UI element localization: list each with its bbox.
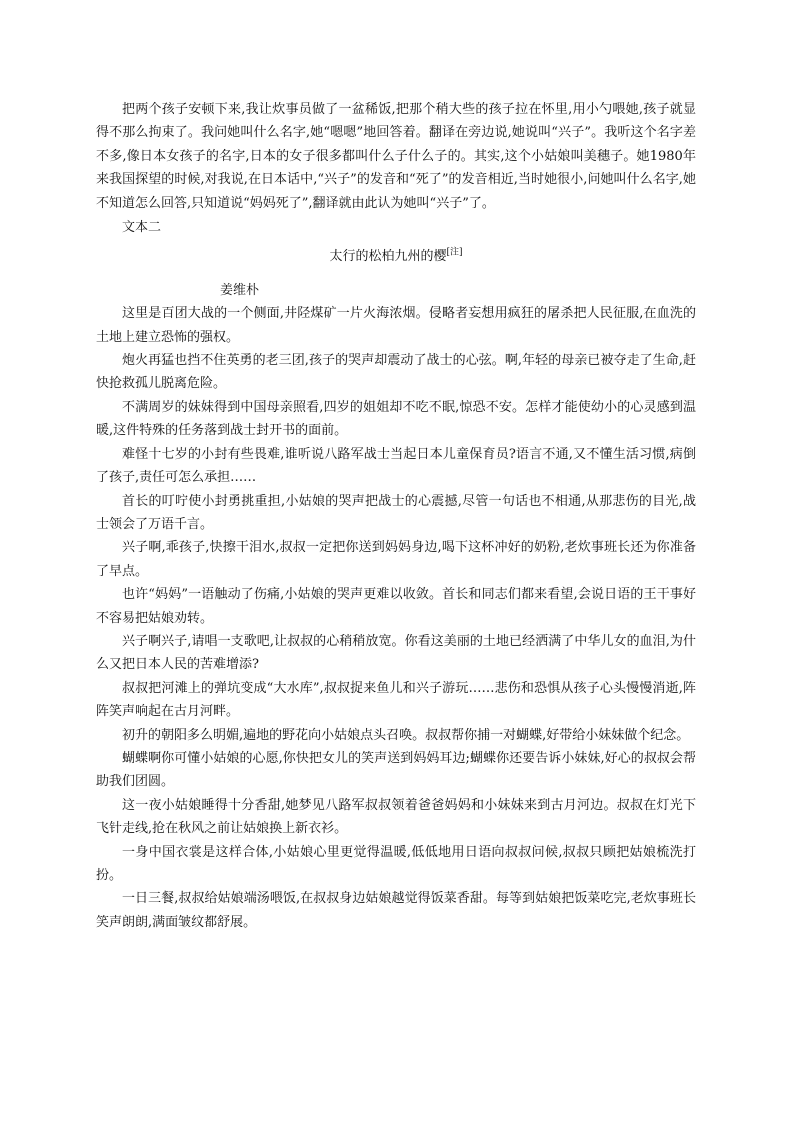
- poem-stanza: 这里是百团大战的一个侧面,井陉煤矿一片火海浓烟。侵略者妄想用疯狂的屠杀把人民征服,在血洗的土地上建立恐怖的强权。: [96, 306, 696, 345]
- poem-stanza: 一身中国衣裳是这样合体,小姑娘心里更觉得温暖,低低地用日语向叔叔问候,叔叔只顾把姑娘梳洗打扮。: [96, 844, 696, 883]
- poem-stanza: 也许“妈妈”一语触动了伤痛,小姑娘的哭声更难以收敛。首长和同志们都来看望,会说日语的王干事好不容易把姑娘劝转。: [96, 587, 696, 626]
- poem-stanza: 首长的叮咛使小封勇挑重担,小姑娘的哭声把战士的心震撼,尽管一句话也不相通,从那悲伤的目光,战士领会了万语千言。: [96, 493, 696, 532]
- text1-paragraph: 把两个孩子安顿下来,我让炊事员做了一盆稀饭,把那个稍大些的孩子拉在怀里,用小勺喂她,孩子就显得不那么拘束了。我问她叫什么名字,她“嗯嗯”地回答着。翻译在旁边说,她说叫“兴子”。我听这个名字差不多,像日本女孩子的名字,日本的女子很多都叫什么子什么子的。其实,这个小姑娘叫美穗子。她1980年来我国探望的时候,对我说,在日本话中,“兴子”的发音和“死了”的发音相近,当时她很小,问她叫什么名字,她不知道怎么回答,只知道说“妈妈死了”,翻译就由此认为她叫“兴子”了。: [96, 102, 696, 211]
- poem-stanza: 兴子啊兴子,请唱一支歌吧,让叔叔的心稍稍放宽。你看这美丽的土地已经洒满了中华儿女的血泪,为什么又把日本人民的苦难增添?: [96, 633, 696, 673]
- poem-title-text: 太行的松柏九州的樱: [329, 249, 447, 265]
- poem-stanza: 不满周岁的妹妹得到中国母亲照看,四岁的姐姐却不吃不眠,惊恐不安。怎样才能使幼小的心灵感到温暖,这件特殊的任务落到战士封开书的面前。: [96, 399, 696, 439]
- poem-stanza: 初升的朝阳多么明媚,遍地的野花向小姑娘点头召唤。叔叔帮你捕一对蝴蝶,好带给小妹妹做个纪念。: [122, 727, 690, 743]
- document-content: [96, 98, 696, 934]
- poem-stanza: 兴子啊,乖孩子,快擦干泪水,叔叔一定把你送到妈妈身边,喝下这杯冲好的奶粉,老炊事班长还为你准备了早点。: [96, 540, 696, 579]
- poem-author: 姜维朴: [220, 282, 260, 298]
- poem-stanza: 难怪十七岁的小封有些畏难,谁听说八路军战士当起日本儿童保育员?语言不通,又不懂生活习惯,病倒了孩子,责任可怎么承担……: [96, 446, 696, 486]
- poem-note-mark: [注]: [446, 248, 463, 259]
- poem-stanza: 这一夜小姑娘睡得十分香甜,她梦见八路军叔叔领着爸爸妈妈和小妹妹来到古月河边。叔叔在灯光下飞针走线,抢在秋风之前让姑娘换上新衣衫。: [96, 797, 696, 837]
- poem-stanza: 炮火再猛也挡不住英勇的老三团,孩子的哭声却震动了战士的心弦。啊,年轻的母亲已被夺走了生命,赶快抢救孤儿脱离危险。: [96, 353, 696, 392]
- poem-stanza: 一日三餐,叔叔给姑娘端汤喂饭,在叔叔身边姑娘越觉得饭菜香甜。每等到姑娘把饭菜吃完,老炊事班长笑声朗朗,满面皱纹都舒展。: [96, 891, 696, 930]
- poem-stanza: 叔叔把河滩上的弹坑变成“大水库”,叔叔捉来鱼儿和兴子游玩……悲伤和恐惧从孩子心头慢慢消逝,阵阵笑声响起在古月河畔。: [96, 680, 696, 720]
- poem-title: [96, 245, 696, 268]
- section-label: 文本二: [122, 220, 162, 236]
- poem-stanza: 蝴蝶啊你可懂小姑娘的心愿,你快把女儿的笑声送到妈妈耳边;蝴蝶你还要告诉小妹妹,好心的叔叔会帮助我们团圆。: [96, 750, 696, 790]
